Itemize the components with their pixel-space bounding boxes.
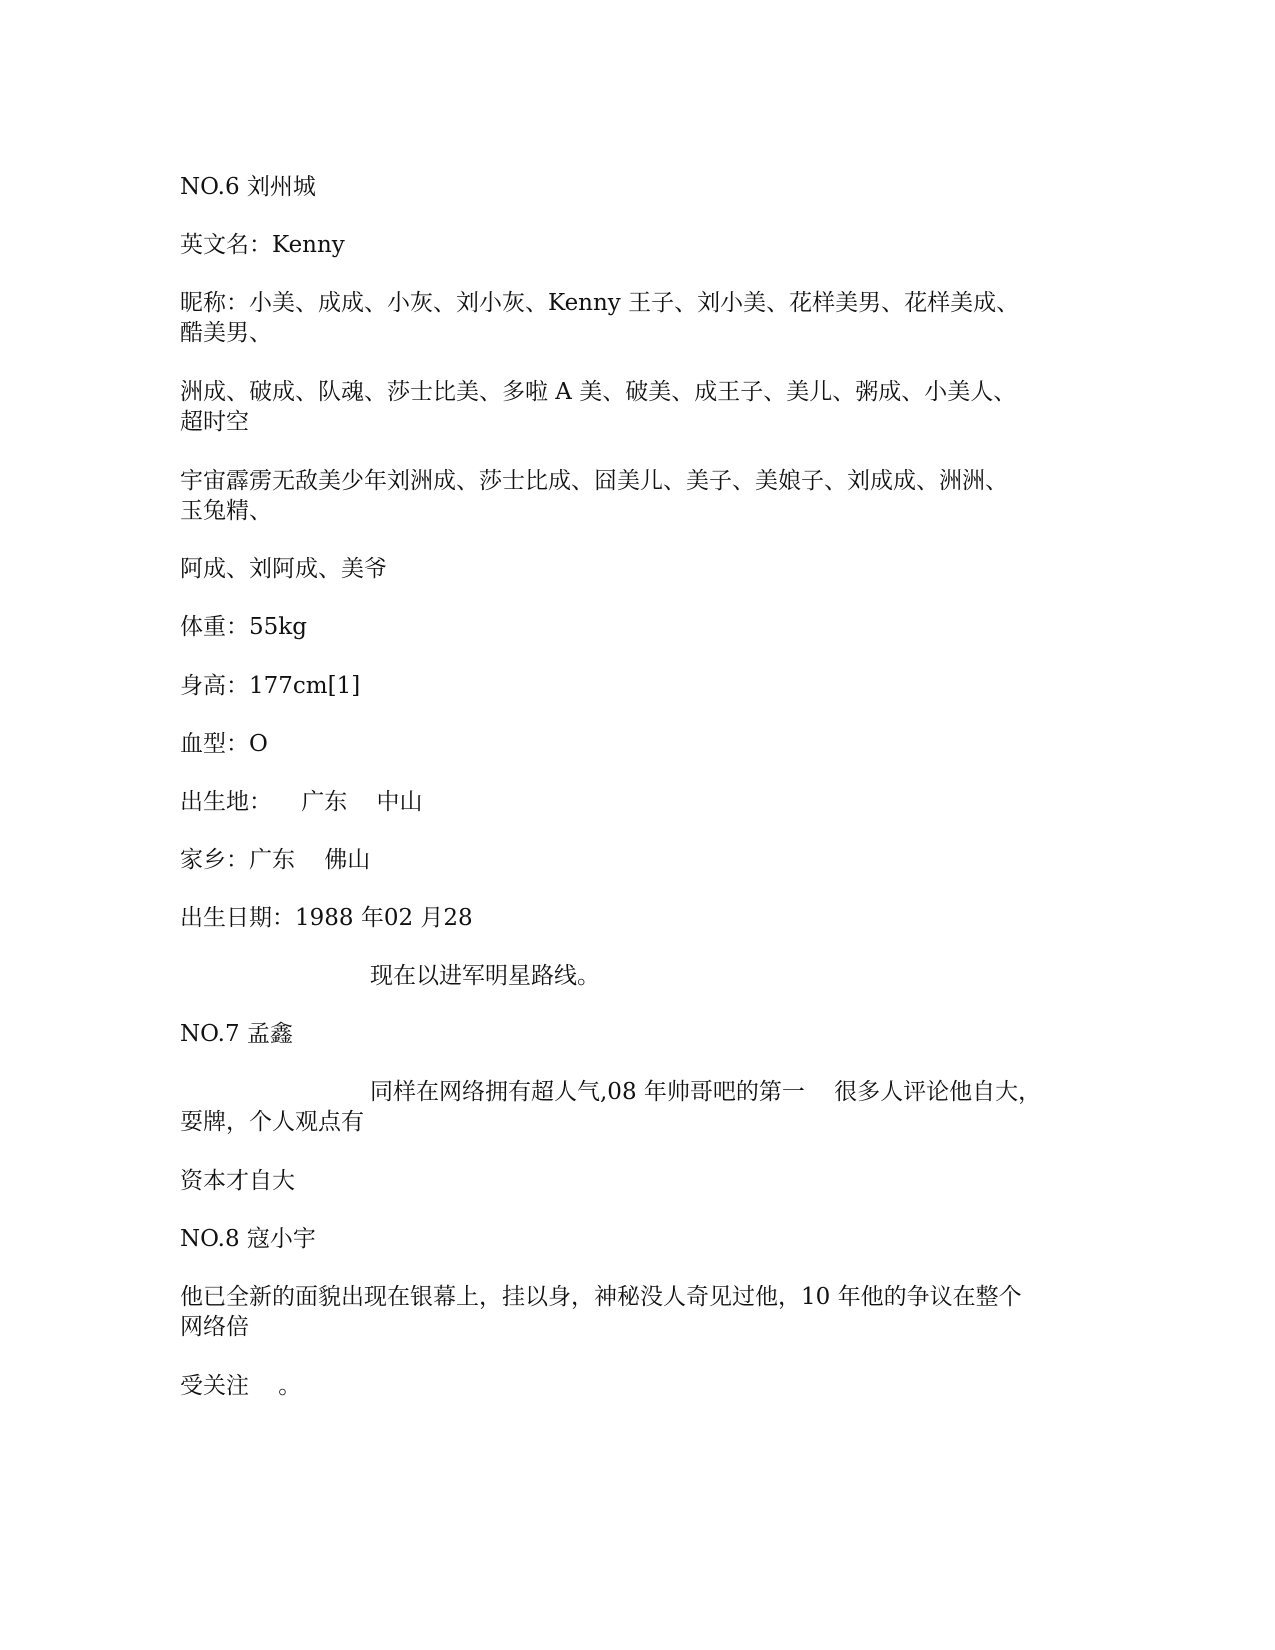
entry-7-text-a: 同样在网络拥有超人气,08 年帅哥吧的第一 很多人评论他自大， xyxy=(370,1079,1042,1105)
nickname-line-3b: 玉兔精、 xyxy=(180,498,272,524)
nickname-line-2a: 洲成、破成、队魂、莎士比美、多啦 A 美、破美、成王子、美儿、粥成、小美人、 xyxy=(180,379,1017,405)
nickname-line-2b: 超时空 xyxy=(180,409,249,435)
height-line: 身高：177cm[1] xyxy=(180,673,361,699)
nickname-line-1b: 酷美男、 xyxy=(180,320,272,346)
entry-7-text-c: 资本才自大 xyxy=(180,1168,295,1194)
hometown-line: 家乡：广东 佛山 xyxy=(180,847,371,873)
entry-8-heading: NO.8 寇小宇 xyxy=(180,1226,316,1252)
nickname-line-3a: 宇宙霹雳无敌美少年刘洲成、莎士比成、囧美儿、美子、美娘子、刘成成、洲洲、 xyxy=(180,468,1008,494)
entry-6-heading: NO.6 刘州城 xyxy=(180,174,316,200)
birthplace-line: 出生地： 广东 中山 xyxy=(180,789,423,815)
nickname-line-1a: 昵称：小美、成成、小灰、刘小灰、Kenny 王子、刘小美、花样美男、花样美成、 xyxy=(180,290,1020,316)
entry-8-text-a: 他已全新的面貌出现在银幕上，挂以身，神秘没人奇见过他，10 年他的争议在整个 xyxy=(180,1284,1022,1310)
entry-8-text-c: 受关注 。 xyxy=(180,1373,302,1399)
english-name-line: 英文名：Kenny xyxy=(180,232,345,258)
birth-date-line: 出生日期：1988 年02 月28 xyxy=(180,905,473,931)
nickname-line-4: 阿成、刘阿成、美爷 xyxy=(180,556,387,582)
entry-8-text-b: 网络倍 xyxy=(180,1314,249,1340)
blood-type-line: 血型：O xyxy=(180,731,268,757)
weight-line: 体重：55kg xyxy=(180,614,307,640)
career-note-line: 现在以进军明星路线。 xyxy=(370,963,600,989)
entry-7-heading: NO.7 孟鑫 xyxy=(180,1021,293,1047)
entry-7-text-b: 耍牌，个人观点有 xyxy=(180,1109,364,1135)
